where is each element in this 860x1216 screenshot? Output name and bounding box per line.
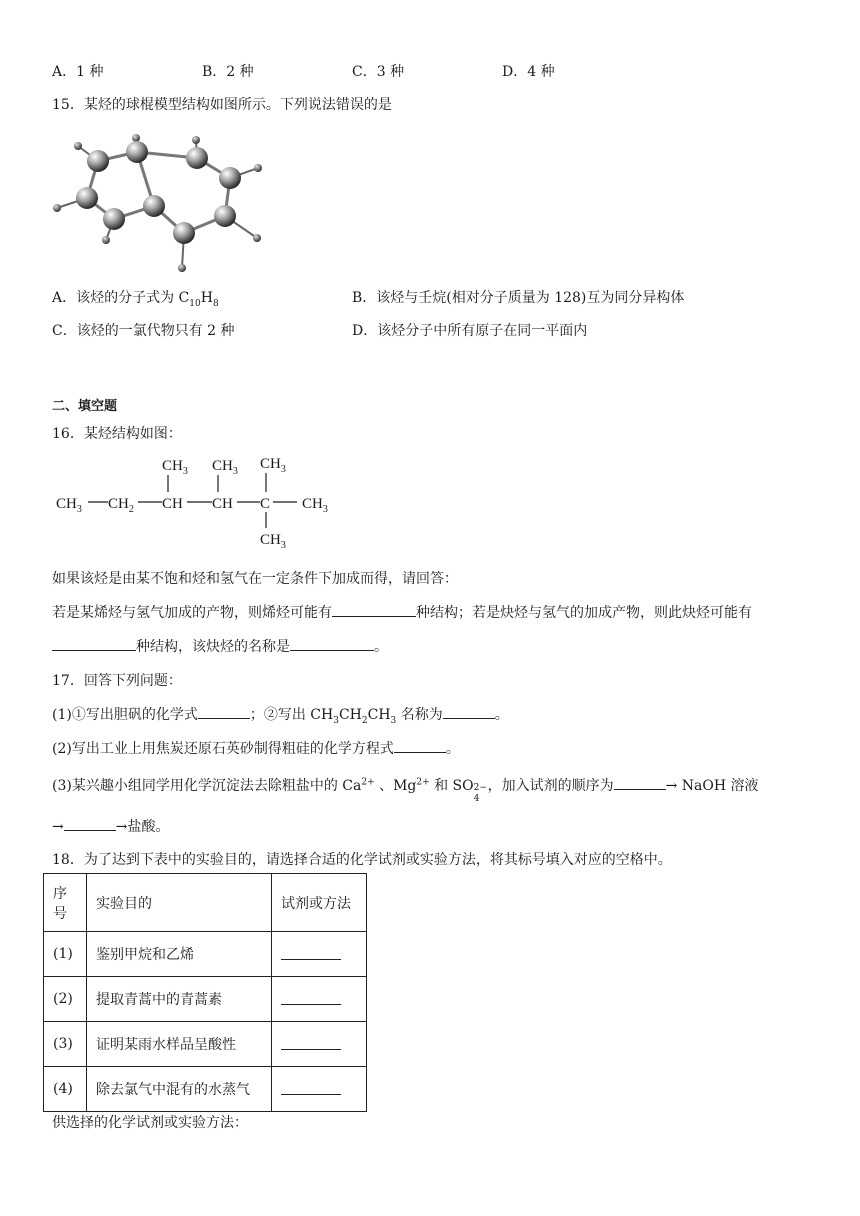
q17-part1 [52, 704, 509, 726]
q16-line2 [52, 602, 752, 622]
q16-line2-b: 种结构；若是炔烃与氢气的加成产物，则此炔烃可能有 [416, 605, 752, 621]
fml-c: C [260, 496, 271, 512]
q18-footer: 供选择的化学试剂或实验方法： [52, 1115, 248, 1131]
fml-ch3-up1: CH [162, 458, 183, 474]
row-answer[interactable] [272, 1022, 367, 1067]
answer-blank-alkyne-count[interactable] [52, 636, 136, 651]
q17-p1-s3: 3 [390, 715, 397, 726]
q15-option-b: B．该烃与壬烷(相对分子质量为 128)互为同分异构体 [352, 290, 685, 306]
answer-blank-equation[interactable] [394, 738, 446, 753]
ball-stick-model-image [44, 130, 274, 280]
q16-line3-b: 。 [374, 639, 388, 655]
fml-ch3-down-sub: 3 [280, 540, 286, 550]
row-goal: 除去氯气中混有的水蒸气 [87, 1067, 272, 1112]
q14-option-c: C．3 种 [352, 64, 405, 80]
q16-line2-a: 若是某烯烃与氢气加成的产物，则烯烃可能有 [52, 605, 332, 621]
q14-option-b: B．2 种 [202, 64, 254, 80]
fml-ch3-left-sub: 3 [76, 504, 82, 515]
q17-p2-b: 。 [445, 741, 460, 757]
q17-part2 [52, 738, 460, 758]
q18-stem: 18．为了达到下表中的实验目的，请选择合适的化学试剂或实验方法，将其标号填入对应的空格中。 [52, 852, 672, 868]
q17-p1-s1: 3 [333, 715, 339, 726]
header-number: 序号 [44, 874, 87, 932]
q16-line3-a: 种结构，该炔烃的名称是 [136, 639, 290, 655]
q16-line3 [52, 636, 388, 656]
table-row [44, 1067, 367, 1112]
answer-blank-alkene-count[interactable] [332, 602, 416, 617]
row-goal: 证明某雨水样品呈酸性 [87, 1022, 272, 1067]
row-goal: 提取青蒿中的青蒿素 [87, 977, 272, 1022]
q17-p3-d: ，加入试剂的顺序为 [487, 778, 614, 794]
experiment-table [43, 873, 367, 1112]
q15-option-a-text: A．该烃的分子式为 C [52, 290, 190, 306]
q15-option-a-sub1: 10 [189, 298, 201, 309]
fml-ch3-up2-sub: 3 [232, 466, 238, 477]
row-answer[interactable] [272, 932, 367, 977]
fml-ch2: CH [108, 496, 129, 512]
q17-p2-a: (2)写出工业上用焦炭还原石英砂制得粗硅的化学方程式 [52, 741, 394, 757]
q14-option-a: A．1 种 [52, 64, 104, 80]
svg-text:CH3 [56, 496, 82, 515]
answer-blank-reagent-2[interactable] [64, 816, 116, 831]
answer-blank-row-2[interactable] [281, 990, 341, 1005]
answer-blank-alkyne-name[interactable] [290, 636, 374, 651]
q17-part3-cont [52, 816, 169, 836]
answer-blank-row-4[interactable] [281, 1080, 341, 1095]
row-goal: 鉴别甲烷和乙烯 [87, 932, 272, 977]
row-number: (1) [44, 932, 87, 977]
q17-p3-b: 、Mg [374, 778, 417, 794]
q16-stem: 16．某烃结构如图： [52, 426, 182, 442]
svg-text:CH3 [302, 496, 328, 515]
structural-formula-image [50, 450, 350, 550]
q17-p1-a: (1)①写出胆矾的化学式 [52, 707, 198, 723]
fml-ch3-up2: CH [212, 458, 233, 474]
q17-p3-sup3: 2− [473, 783, 487, 793]
q17-p1-e: 名称为 [396, 707, 443, 723]
header-goal: 实验目的 [87, 874, 272, 932]
q17-p4-a: → [52, 819, 64, 835]
section-heading: 二、填空题 [52, 399, 118, 414]
fml-ch3-up3-sub: 3 [280, 464, 286, 475]
q15-option-a-sub2: 8 [212, 298, 219, 309]
svg-text:CH3 [212, 458, 238, 477]
fml-ch3-right: CH [302, 496, 323, 512]
q15-option-a-h: H [200, 290, 213, 306]
fml-ch3-down: CH [260, 532, 281, 548]
answer-blank-row-3[interactable] [281, 1035, 341, 1050]
q17-p1-f: 。 [494, 707, 509, 723]
fml-ch3-up3: CH [260, 456, 281, 472]
row-number: (4) [44, 1067, 87, 1112]
q15-stem: 15．某烃的球棍模型结构如图所示。下列说法错误的是 [52, 97, 392, 113]
q17-p1-s2: 2 [361, 715, 368, 726]
q17-p1-b: ；②写出 CH [249, 707, 334, 723]
table-header-row [44, 874, 367, 932]
q17-p3-sup1: 2+ [361, 777, 375, 788]
table-row [44, 1022, 367, 1067]
table-row [44, 977, 367, 1022]
q17-p3-sub: 4 [473, 794, 480, 804]
answer-blank-reagent-1[interactable] [614, 775, 666, 790]
row-number: (2) [44, 977, 87, 1022]
svg-text:CH2 [108, 496, 134, 515]
q17-p3-c: 和 SO [429, 778, 474, 794]
fml-ch3-right-sub: 3 [322, 504, 328, 515]
fml-ch2-sub: 2 [128, 504, 134, 515]
header-method: 试剂或方法 [272, 874, 367, 932]
svg-text:CH3 [162, 458, 188, 477]
q15-option-d: D．该烃分子中所有原子在同一平面内 [352, 323, 588, 339]
fml-ch3-left: CH [56, 496, 77, 512]
svg-text:CH3 [260, 456, 286, 475]
q17-p3-e: → NaOH 溶液 [665, 778, 759, 794]
q17-p3-sup2: 2+ [416, 777, 430, 788]
row-number: (3) [44, 1022, 87, 1067]
q15-option-c: C．该烃的一氯代物只有 2 种 [52, 323, 235, 339]
answer-blank-name[interactable] [443, 704, 495, 719]
answer-blank-row-1[interactable] [281, 945, 341, 960]
row-answer[interactable] [272, 977, 367, 1022]
row-answer[interactable] [272, 1067, 367, 1112]
fml-ch-2: CH [212, 496, 233, 512]
q17-p1-d: CH [367, 707, 391, 723]
q17-p3-a: (3)某兴趣小组同学用化学沉淀法去除粗盐中的 Ca [52, 778, 362, 794]
table-row [44, 932, 367, 977]
answer-blank-formula[interactable] [198, 704, 250, 719]
q15-option-a [52, 287, 219, 309]
q17-p1-c: CH [338, 707, 362, 723]
q17-p4-b: →盐酸。 [115, 819, 170, 835]
q14-option-d: D．4 种 [502, 64, 555, 80]
q16-line1: 如果该烃是由某不饱和烃和氢气在一定条件下加成而得，请回答： [52, 571, 458, 587]
svg-text:CH3 [260, 532, 286, 550]
q17-part3 [52, 775, 759, 804]
fml-ch-1: CH [162, 496, 183, 512]
q17-stem: 17．回答下列问题： [52, 673, 182, 689]
fml-ch3-up1-sub: 3 [182, 466, 188, 477]
